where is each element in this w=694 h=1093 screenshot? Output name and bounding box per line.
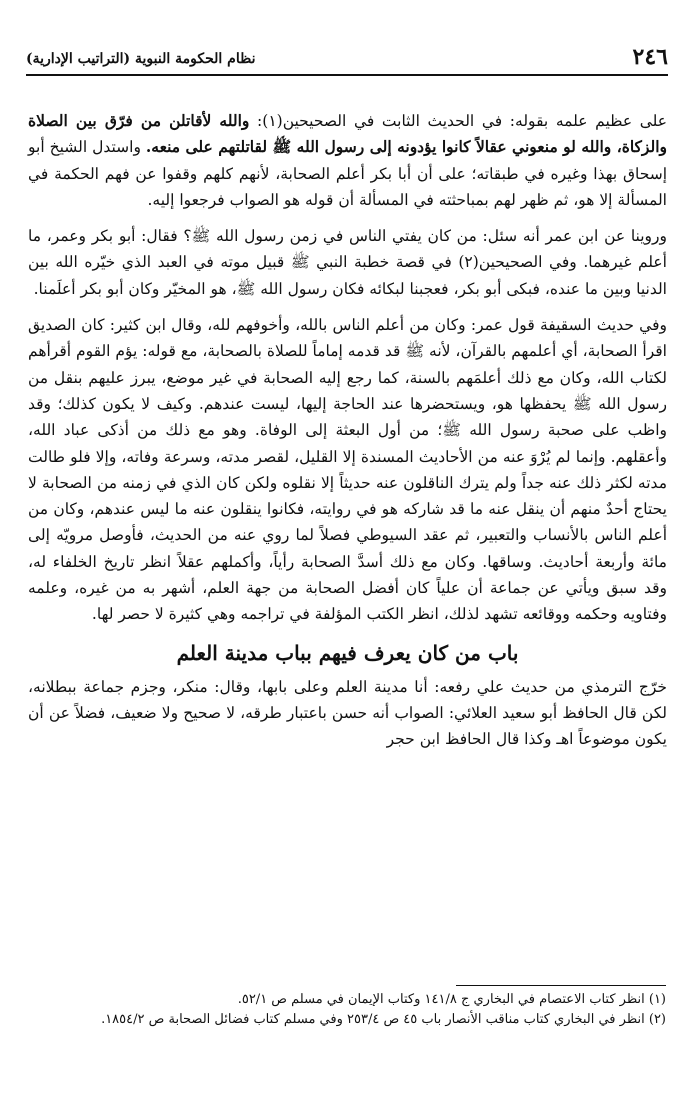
paragraph-4: خرّج الترمذي من حديث علي رفعه: أنا مدينة العلم وعلى بابها، وقال: منكر، وجزم جماعة ببطلانه، لكن قال الحافظ أبو سعيد العلائي: الصواب أنه حسن باعتبار طرقه، لا صحيح ولا ضعيف، فضلاً عن أن يكون موضوعاً اهـ وكذا قال الحافظ ابن حجر [28, 677, 667, 749]
footnote-rule [456, 985, 666, 986]
paragraph-3: وفي حديث السقيفة قول عمر: وكان من أعلم الناس بالله، وأخوفهم لله، وقال ابن كثير: كان الصديق اقرأ الصحابة، أي أعلمهم بالقرآن، لأنه ﷺ قد قدمه إماماً للصلاة بالصحابة، مع قوله: يؤم القوم أقرأهم لكتاب الله، وكان مع ذلك أعلمَهم بالسنة، كما رجع إليه الصحابة في غير موضع، يبرز عليهم بنقل من رسول الله ﷺ يحفظها هو، ويستحضرها عند الحاجة إليها، ليست عندهم. وكيف لا يكون كذلك؛ وقد واظب على صحبة رسول الله ﷺ؛ من أول البعثة إلى الوفاة. وهو مع ذلك من أذكى عباد الله، وأعقلهم. وإنما لم يُرْوَ عنه من الأحاديث المسندة إلا القليل، لقصر مدته، وسرعة وفاته، وإلا فلو طالت مدته لكثر ذلك عنه جداً ولم يترك الناقلون عنه حديثاً إلا نقلوه ولكن كان الذي في زمنه من الصحابة لا يحتاج أحدٌ منهم أن ينقل عنه ما قد شاركه هو في روايته، فكانوا ينقلون عنه ما ليس عندهم، وكان من أعلم الناس بالأنساب والتعبير، ثم عقد السيوطي فصلاً لما روي عنه من الحديث، فأوصل مرويّه إلى مائة وأربعة أحاديث. وساقها. وكان مع ذلك أسدَّ الصحابة رأياً، وأكملهم عقلاً انظر تاريخ الخلفاء له، وقد سبق ويأتي عن جماعة أن علياً كان أفضل الصحابة من جهة العلم، أشهر به من غيره، وعلمه وفتاويه وحكمه ووقائعه تشهد لذلك، انظر الكتب المؤلفة في تراجمه وهي كثيرة لا حصر لها. [28, 316, 668, 624]
paragraph-2 [28, 223, 667, 302]
footnotes [28, 990, 666, 1030]
page-number: ٢٤٦ [632, 44, 668, 70]
footnote-2: (٢) انظر في البخاري كتاب مناقب الأنصار باب ٤٥ ص ٢٥٣/٤ وفي مسلم كتاب فضائل الصحابة ص ١٨٥٤/٢. [101, 1012, 666, 1027]
paragraph-1 [28, 108, 667, 213]
footnote-1: (١) انظر كتاب الاعتصام في البخاري ج ١٤١/٨ وكتاب الإيمان في مسلم ص ٥٢/١. [237, 992, 666, 1007]
paragraph-2-text-b: في قصة خطبة النبي ﷺ قبيل موته في العبد الذي خيّره الله بين الدنيا وبين ما عنده، فبكى أبو بكر، فعجبنا لبكائه فكان رسول الله ﷺ، هو المخيّر وكان أبو بكر أعلَمنا. [28, 253, 667, 298]
section-title: باب من كان يعرف فيهم بباب مدينة العلم [176, 640, 519, 665]
footnote-ref-1: (١) [262, 112, 283, 130]
paragraph-1-text: على عظيم علمه بقوله: في الحديث الثابت في الصحيحين [282, 112, 668, 130]
running-title: نظام الحكومة النبوية (التراتيب الإدارية) [26, 51, 256, 67]
main-text [28, 108, 667, 753]
paragraph-1-colon: : [249, 112, 263, 130]
paragraph-2-text-a: وروينا عن ابن عمر أنه سئل: من كان يفتي الناس في زمن رسول الله ﷺ؟ فقال: أبو بكر وعمر، ما أعلم غيرهما. وفي الصحيحين [28, 227, 667, 272]
header-rule [26, 74, 668, 76]
footnote-ref-2: (٢) [458, 253, 479, 272]
hadith-quote: والله لأقاتلن من فرّق بين الصلاة والزكاة، والله لو منعوني عقالاً كانوا يؤدونه إلى رسول الله ﷺ لقاتلتهم على منعه. [28, 111, 667, 157]
page-header [26, 44, 668, 78]
paragraph-1-rest: واستدل الشيخ أبو إسحاق بهذا وغيره في طبقاته؛ على أن أبا بكر أعلم الصحابة، لأنهم كلهم وقفوا عن فهم الحكمة في المسألة إلا هو، ثم ظهر لهم بمباحثته في المسألة أن قوله هو الصواب فرجعوا إليه. [28, 138, 667, 209]
